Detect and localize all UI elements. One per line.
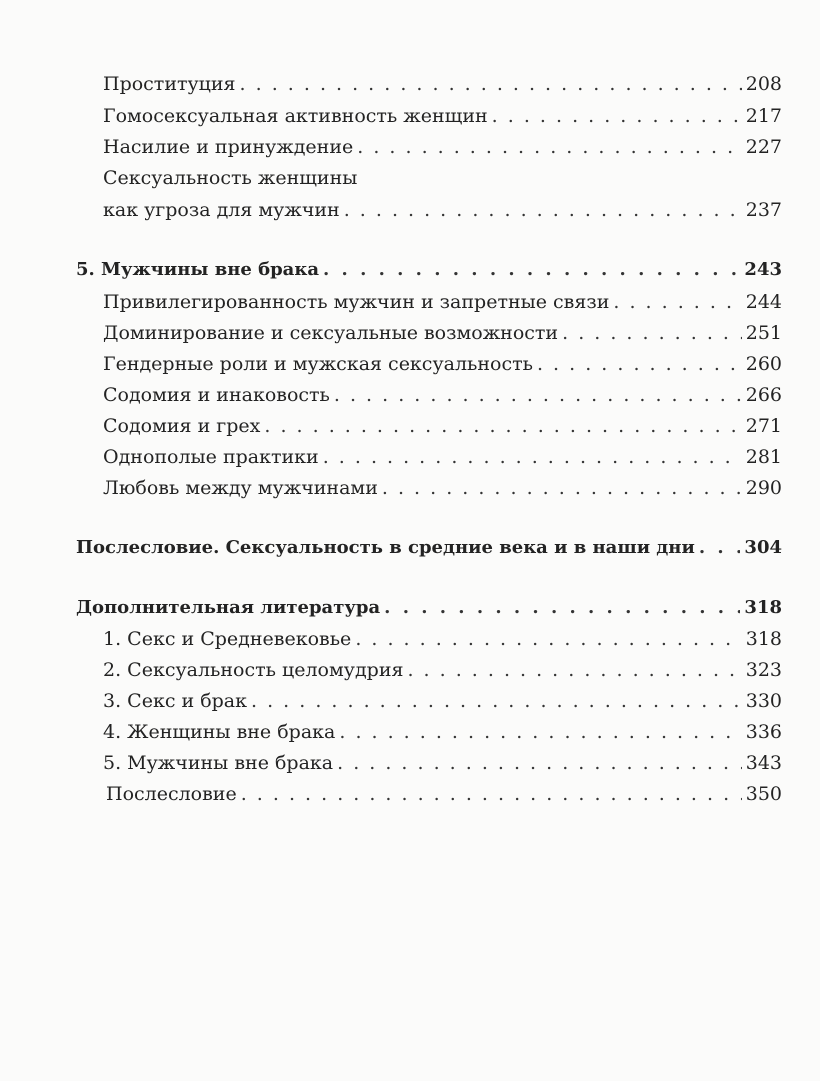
toc-entry-title: Привилегированность мужчин и запретные связи <box>103 291 610 313</box>
toc-entry-gender-roles <box>0 348 820 380</box>
toc-chapter-title: Дополнительная литература <box>76 597 381 618</box>
dot-leader <box>562 317 742 349</box>
dot-leader <box>407 654 741 686</box>
toc-entry-title: Содомия и грех <box>103 415 261 437</box>
toc-entry-page: 330 <box>745 690 782 712</box>
toc-chapter-title: 5. Мужчины вне брака <box>76 259 320 280</box>
dot-leader <box>537 348 742 380</box>
dot-leader <box>240 68 742 100</box>
dot-leader <box>355 623 741 655</box>
toc-chapter-page: 243 <box>744 259 782 280</box>
toc-entry-male-privilege <box>0 286 820 318</box>
dot-leader <box>344 194 742 226</box>
toc-chapter-further-reading <box>0 592 820 624</box>
dot-leader <box>241 778 742 810</box>
toc-entry-reading-1 <box>0 623 820 655</box>
toc-entry-sodomy-otherness <box>0 379 820 411</box>
toc-entry-page: 343 <box>745 752 782 774</box>
toc-chapter-afterword <box>0 532 820 564</box>
toc-entry-page: 336 <box>745 721 782 743</box>
dot-leader <box>357 131 741 163</box>
dot-leader <box>492 100 742 132</box>
toc-chapter-5 <box>0 254 820 286</box>
toc-entry-title: 2. Сексуальность целомудрия <box>103 659 404 681</box>
toc-entry-violence <box>0 131 820 163</box>
dot-leader <box>337 747 742 779</box>
toc-entry-female-homosexual-activity <box>0 100 820 132</box>
toc-entry-page: 227 <box>745 136 782 158</box>
dot-leader <box>251 685 742 717</box>
toc-entry-page: 318 <box>745 628 782 650</box>
toc-entry-title: 4. Женщины вне брака <box>103 721 336 743</box>
toc-entry-page: 323 <box>745 659 782 681</box>
toc-entry-title: 1. Секс и Средневековье <box>103 628 352 650</box>
toc-entry-page: 251 <box>745 322 782 344</box>
toc-entry-love-between-men <box>0 472 820 504</box>
toc-entry-title: Любовь между мужчинами <box>103 477 378 499</box>
dot-leader <box>334 379 742 411</box>
toc-entry-page: 271 <box>745 415 782 437</box>
dot-leader <box>613 286 741 318</box>
toc-entry-title: Доминирование и сексуальные возможности <box>103 322 559 344</box>
toc-entry-title-line1: Сексуальность женщины <box>103 167 358 189</box>
toc-entry-page: 281 <box>745 446 782 468</box>
toc-entry-female-sexuality-threat <box>0 194 820 226</box>
toc-entry-title: Послесловие <box>106 783 237 805</box>
toc-entry-title: Однополые практики <box>103 446 319 468</box>
dot-leader <box>384 592 740 624</box>
toc-entry-title: Проституция <box>103 73 236 95</box>
dot-leader <box>382 472 742 504</box>
toc-entry-reading-afterword <box>0 778 820 810</box>
dot-leader <box>323 254 740 286</box>
toc-entry-title: 3. Секс и брак <box>103 690 248 712</box>
toc-entry-reading-4 <box>0 716 820 748</box>
toc-entry-title: Гомосексуальная активность женщин <box>103 105 488 127</box>
dot-leader <box>699 532 741 564</box>
toc-entry-title: Содомия и инаковость <box>103 384 330 406</box>
toc-entry-title: как угроза для мужчин <box>103 199 340 221</box>
toc-entry-page: 290 <box>745 477 782 499</box>
toc-chapter-page: 318 <box>744 597 782 618</box>
toc-entry-page: 217 <box>745 105 782 127</box>
toc-chapter-title: Послесловие. Сексуальность в средние века и в наши дни <box>76 537 695 558</box>
toc-entry-page: 208 <box>745 73 782 95</box>
toc-chapter-page: 304 <box>744 537 782 558</box>
toc-entry-title: Насилие и принуждение <box>103 136 354 158</box>
toc-entry-page: 244 <box>745 291 782 313</box>
toc-entry-page: 266 <box>745 384 782 406</box>
toc-entry-page: 350 <box>745 783 782 805</box>
dot-leader <box>339 716 741 748</box>
toc-entry-page: 260 <box>745 353 782 375</box>
toc-entry-title: Гендерные роли и мужская сексуальность <box>103 353 533 375</box>
toc-entry-reading-5 <box>0 747 820 779</box>
toc-entry-page: 237 <box>745 199 782 221</box>
toc-entry-prostitution <box>0 68 820 100</box>
toc-entry-reading-2 <box>0 654 820 686</box>
toc-entry-sodomy-sin <box>0 410 820 442</box>
dot-leader <box>264 410 741 442</box>
toc-entry-reading-3 <box>0 685 820 717</box>
toc-entry-domination <box>0 317 820 349</box>
dot-leader <box>323 441 742 473</box>
toc-entry-same-sex-practices <box>0 441 820 473</box>
toc-entry-title: 5. Мужчины вне брака <box>103 752 334 774</box>
